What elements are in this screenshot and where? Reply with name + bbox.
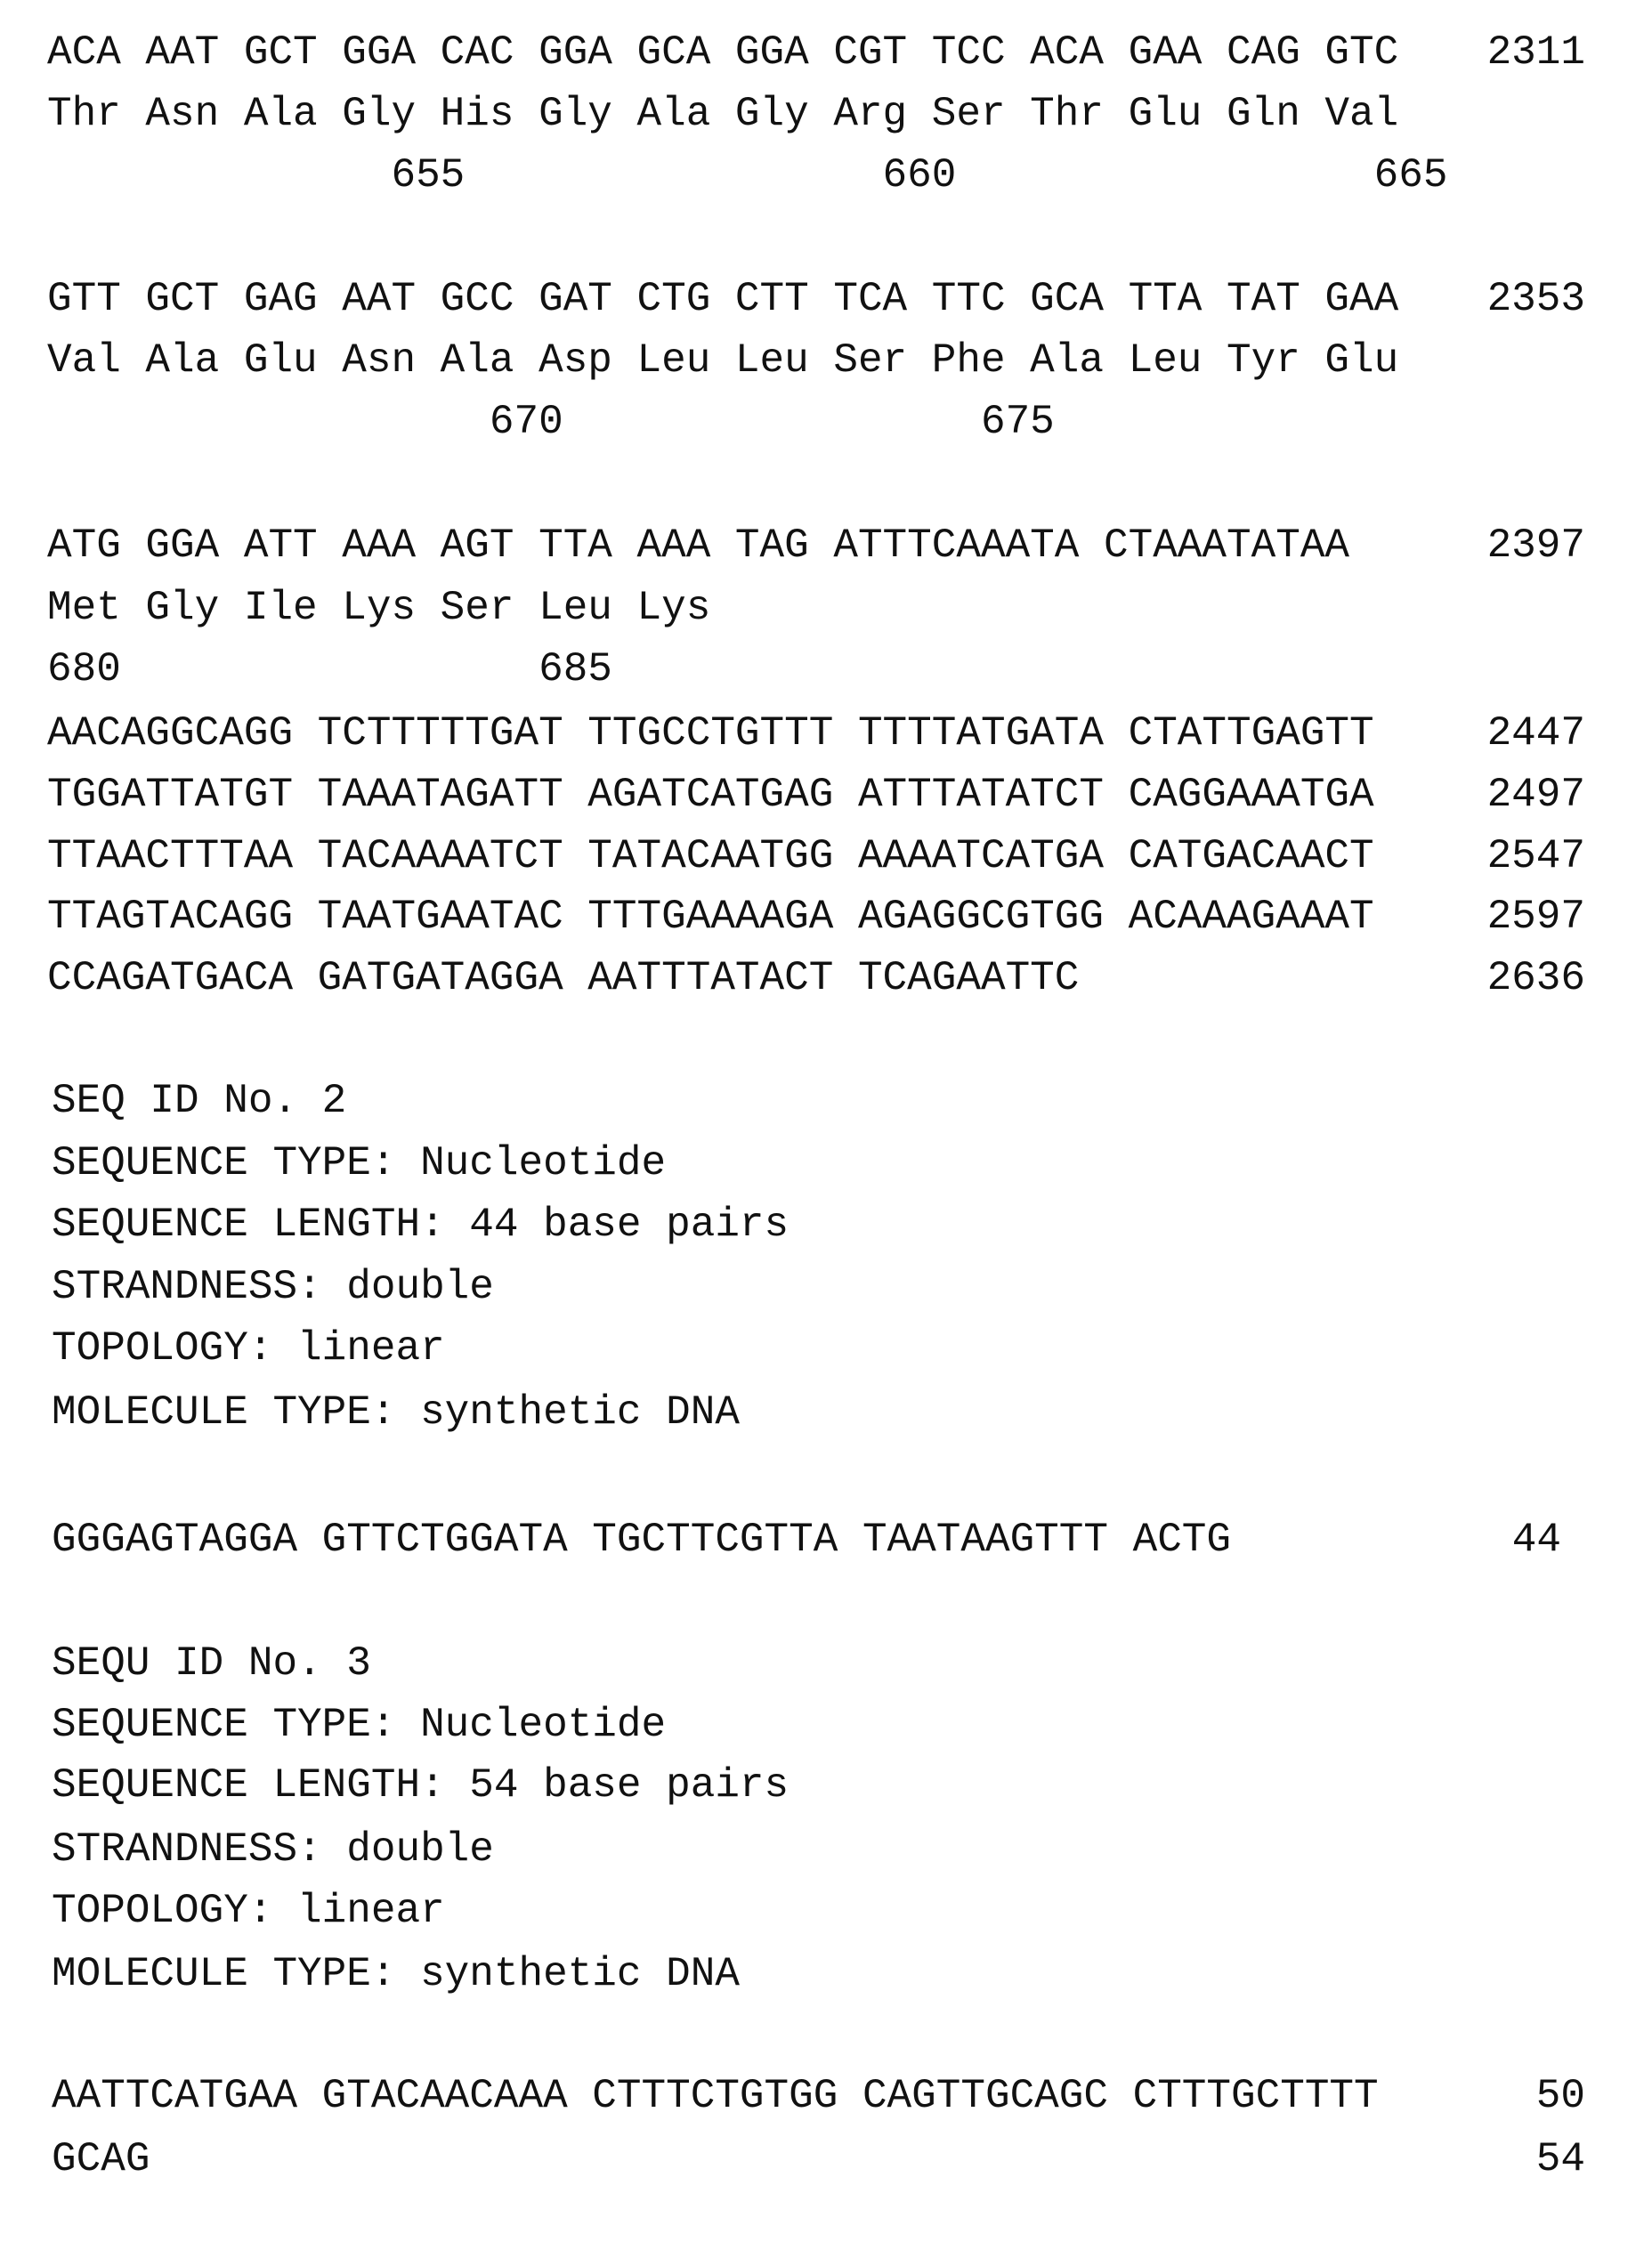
nucleotide-position: 44 — [1511, 1517, 1561, 1563]
sequence-length: SEQUENCE LENGTH: 44 base pairs — [52, 1202, 790, 1248]
sequence-line: CCAGATGACA GATGATAGGA AATTTATACT TCAGAATTC — [47, 955, 1080, 1001]
nucleotide-position: 2597 — [1486, 894, 1585, 940]
nucleotide-position: 54 — [1535, 2136, 1585, 2182]
molecule-type: MOLECULE TYPE: synthetic DNA — [52, 1389, 740, 1436]
dna-codon-line: ACA AAT GCT GGA CAC GGA GCA GGA CGT TCC ACA GAA CAG GTC — [47, 29, 1399, 76]
nucleotide-position: 2636 — [1486, 955, 1585, 1001]
sequence-type: SEQUENCE TYPE: Nucleotide — [52, 1140, 667, 1186]
strandness: STRANDNESS: double — [52, 1826, 494, 1873]
amino-acid-line: Met Gly Ile Lys Ser Leu Lys — [47, 585, 711, 631]
nucleotide-position: 2497 — [1486, 772, 1585, 818]
nucleotide-position: 2547 — [1486, 833, 1585, 879]
topology: TOPOLOGY: linear — [52, 1325, 445, 1372]
sequence-line: TTAGTACAGG TAATGAATAC TTTGAAAAGA AGAGGCGTGG ACAAAGAAAT — [47, 894, 1374, 940]
amino-acid-numbering: 655 660 665 — [47, 152, 1448, 198]
seq-id-heading: SEQ ID No. 2 — [52, 1078, 347, 1124]
sequence-line: TTAACTTTAA TACAAAATCT TATACAATGG AAAATCATGA CATGACAACT — [47, 833, 1374, 879]
seq-id-heading: SEQU ID No. 3 — [52, 1640, 371, 1687]
sequence-line: AATTCATGAA GTACAACAAA CTTTCTGTGG CAGTTGCAGC CTTTGCTTTT — [52, 2073, 1379, 2119]
nucleotide-position: 2353 — [1486, 276, 1585, 322]
dna-codon-line: ATG GGA ATT AAA AGT TTA AAA TAG ATTTCAAATA CTAAATATAA — [47, 522, 1350, 569]
strandness: STRANDNESS: double — [52, 1264, 494, 1310]
dna-codon-line: GTT GCT GAG AAT GCC GAT CTG CTT TCA TTC GCA TTA TAT GAA — [47, 276, 1399, 322]
amino-acid-line: Thr Asn Ala Gly His Gly Ala Gly Arg Ser Thr Glu Gln Val — [47, 91, 1399, 137]
sequence-type: SEQUENCE TYPE: Nucleotide — [52, 1702, 667, 1748]
molecule-type: MOLECULE TYPE: synthetic DNA — [52, 1951, 740, 1997]
nucleotide-position: 2397 — [1486, 522, 1585, 569]
sequence-length: SEQUENCE LENGTH: 54 base pairs — [52, 1762, 790, 1809]
sequence-line: AACAGGCAGG TCTTTTTGAT TTGCCTGTTT TTTTATGATA CTATTGAGTT — [47, 710, 1374, 757]
amino-acid-numbering: 680 685 — [47, 646, 612, 692]
amino-acid-line: Val Ala Glu Asn Ala Asp Leu Leu Ser Phe Ala Leu Tyr Glu — [47, 337, 1399, 384]
amino-acid-numbering: 670 675 — [47, 399, 1055, 445]
nucleotide-position: 2447 — [1486, 710, 1585, 757]
sequence-line: GGGAGTAGGA GTTCTGGATA TGCTTCGTTA TAATAAGTTT ACTG — [52, 1517, 1232, 1563]
sequence-line: GCAG — [52, 2136, 150, 2182]
topology: TOPOLOGY: linear — [52, 1888, 445, 1934]
nucleotide-position: 50 — [1535, 2073, 1585, 2119]
sequence-line: TGGATTATGT TAAATAGATT AGATCATGAG ATTTATATCT CAGGAAATGA — [47, 772, 1374, 818]
nucleotide-position: 2311 — [1486, 29, 1585, 76]
